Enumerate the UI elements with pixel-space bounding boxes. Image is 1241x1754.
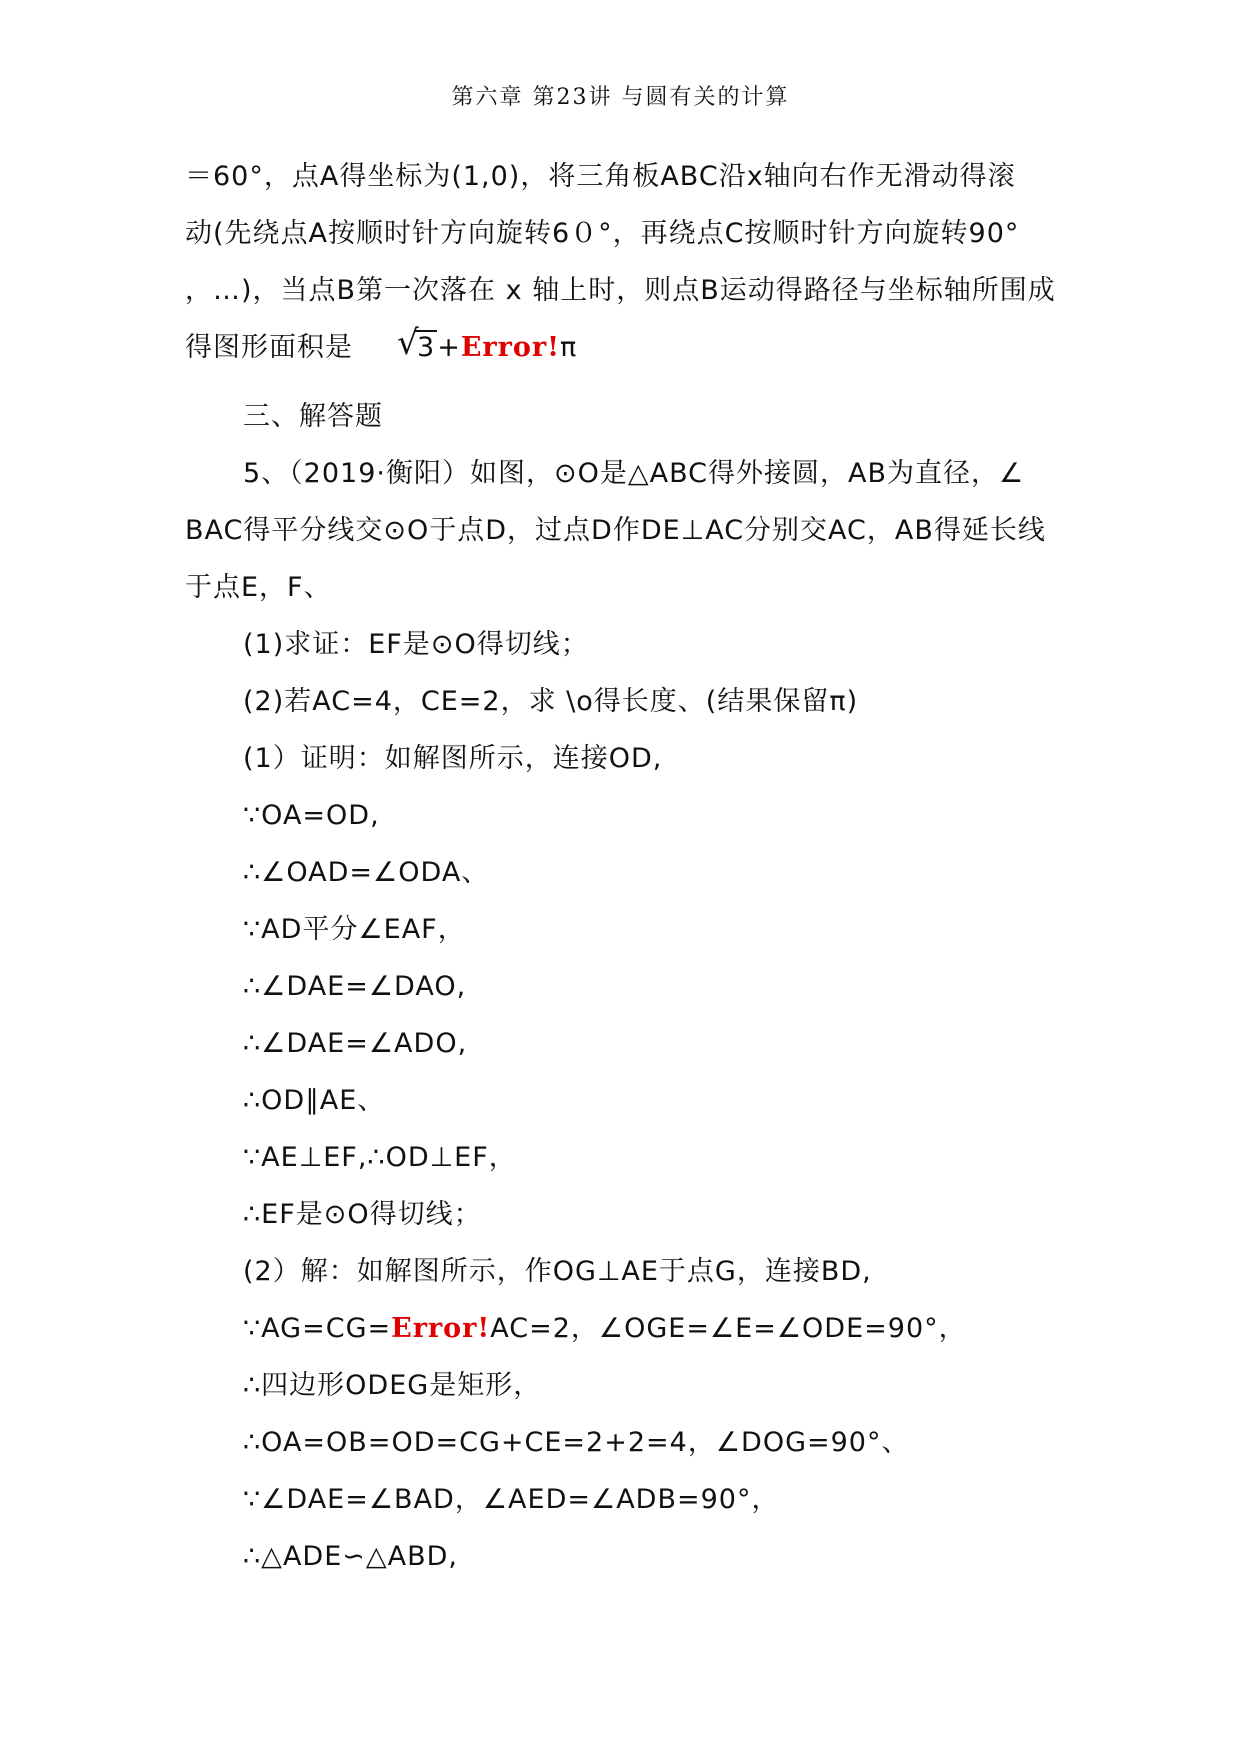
section-title: 三、解答题	[243, 401, 383, 432]
proof-line: ∴△ADE∽△ABD,	[243, 1541, 459, 1572]
answer-prefix: 得图形面积是	[185, 332, 353, 363]
radical-sign: √	[397, 323, 420, 363]
proof-line: ∵AD平分∠EAF，	[243, 914, 466, 945]
document-body	[185, 148, 1055, 1585]
text-line: 动(先绕点A按顺时针方向旋转6０°，再绕点C按顺时针方向旋转90°	[185, 218, 1020, 249]
proof-line: ∵OA=OD,	[243, 800, 380, 831]
proof-line: ∴EF是⊙O得切线；	[243, 1199, 482, 1230]
subquestion-1: (1)求证：EF是⊙O得切线；	[243, 629, 589, 660]
ag-line	[185, 1300, 1055, 1357]
radicand: 3	[417, 332, 436, 363]
proof-line: ∴∠DAE=∠DAO,	[243, 971, 467, 1002]
proof-line: ∵AE⊥EF,∴OD⊥EF，	[243, 1142, 517, 1173]
proof-line: ∴∠DAE=∠ADO,	[243, 1028, 468, 1059]
subquestion-2: (2)若AC=4，CE=2，求 \o得长度、(结果保留π)	[243, 686, 859, 717]
proof-line: ∴OD∥AE、	[243, 1085, 386, 1116]
ag-prefix: ∵AG=CG=	[243, 1313, 392, 1344]
question-line: 于点E，F、	[185, 572, 332, 603]
ag-suffix: AC=2，∠OGE=∠E=∠ODE=90°，	[490, 1313, 967, 1344]
proof-line: ∴OA=OB=OD=CG+CE=2+2=4，∠DOG=90°、	[243, 1427, 910, 1458]
proof-line: (1）证明：如解图所示，连接OD,	[243, 743, 663, 774]
question-line: 5、（2019·衡阳）如图，⊙O是△ABC得外接圆，AB为直径，∠	[243, 458, 1025, 489]
text-line: ＝60°，点A得坐标为(1,0)，将三角板ABC沿x轴向右作无滑动得滚	[185, 161, 1016, 192]
area-answer-line	[185, 319, 1055, 376]
page-header: 第六章 第23讲 与圆有关的计算	[451, 85, 790, 110]
proof-line: ∴四边形ODEG是矩形，	[243, 1370, 542, 1401]
question-line: BAC得平分线交⊙O于点D，过点D作DE⊥AC分别交AC，AB得延长线	[185, 515, 1046, 546]
error-field: Error!	[460, 332, 560, 363]
text-line: ，…)，当点B第一次落在 x 轴上时，则点B运动得路径与坐标轴所围成	[185, 275, 1056, 306]
plus-sign: +	[437, 332, 461, 363]
proof-line: ∵∠DAE=∠BAD，∠AED=∠ADB=90°，	[243, 1484, 780, 1515]
pi-symbol: π	[559, 332, 578, 363]
proof-line: ∴∠OAD=∠ODA、	[243, 857, 490, 888]
error-field: Error!	[391, 1313, 491, 1344]
proof-line: (2）解：如解图所示，作OG⊥AE于点G，连接BD,	[243, 1256, 872, 1287]
sqrt-expression	[397, 319, 437, 376]
